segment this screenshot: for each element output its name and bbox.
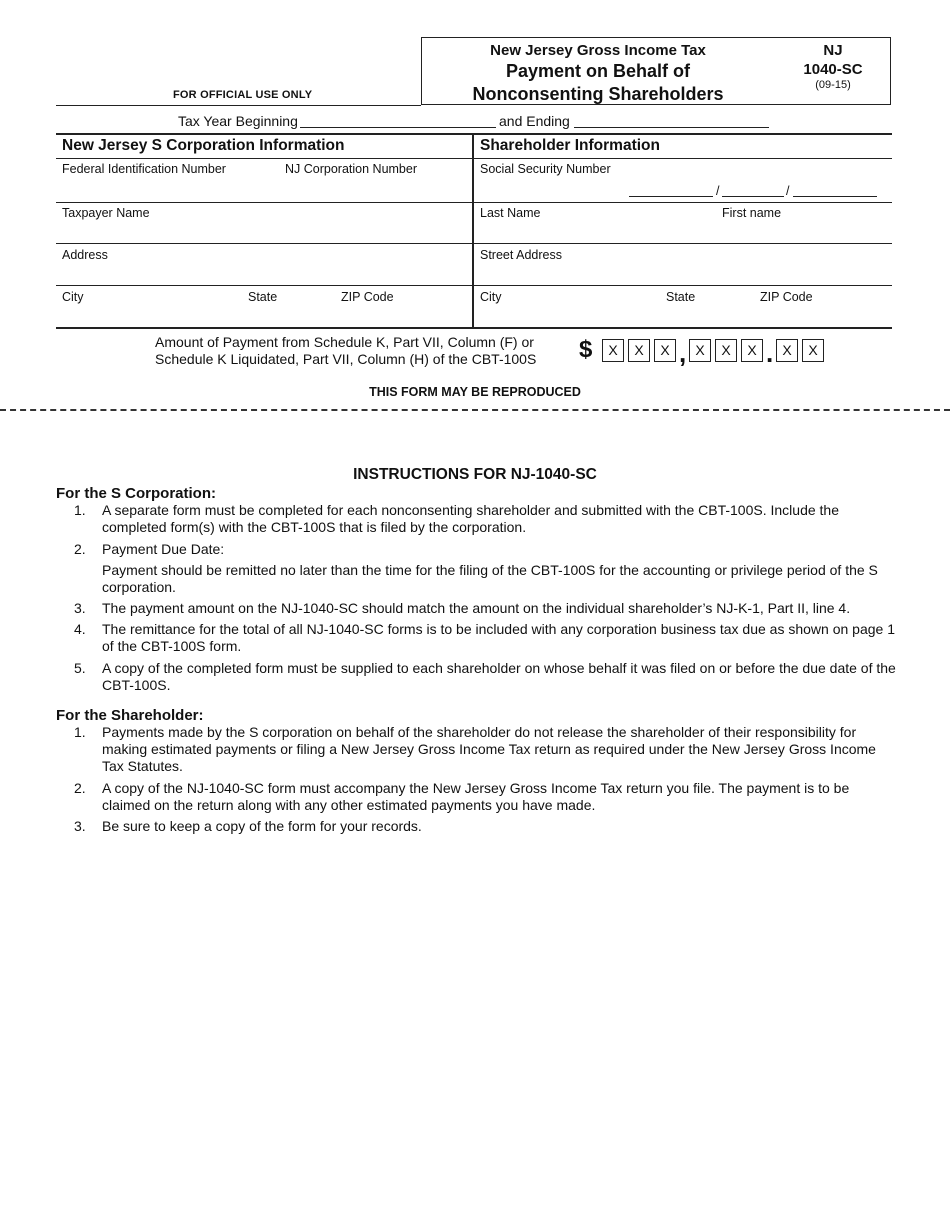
row-rule-2 [56,243,892,244]
first-name-label: First name [722,206,782,220]
list-item-number: 4. [74,621,86,637]
list-item: The remittance for the total of all NJ-1040-SC forms is to be included with any corporation business tax due as shown on page 1 of the CBT-100S form. [102,621,895,654]
list-item: A separate form must be completed for each nonconsenting shareholder and submitted with the CBT-100S. Include the completed form(s) with the CBT-100S that is filed by the corporation. [102,502,839,535]
amount-digit-box[interactable]: X [628,339,650,362]
corp-address-label: Address [62,248,108,262]
list-item: Be sure to keep a copy of the form for your records. [102,818,422,834]
dollar-sign: $ [579,336,593,363]
row-rule-1 [56,202,892,203]
list-item: Payment should be remitted no later than the time for the filing of the CBT-100S for the accounting or privilege period of the S corporation. [102,562,878,595]
instructions-title: INSTRUCTIONS FOR NJ-1040-SC [353,466,597,483]
ssn-field-part1[interactable] [629,196,713,197]
fein-label: Federal Identification Number [62,162,226,176]
header-rule [56,105,421,106]
corp-zip-label: ZIP Code [341,290,394,304]
list-item: Payments made by the S corporation on behalf of the shareholder do not release the shareholder of their responsibility for making estimated payments or filing a New Jersey Gross Income Tax return as required under the New Jersey Gross Income Tax Statutes. [102,724,876,774]
form-title-line1: New Jersey Gross Income Tax [490,42,706,59]
list-item-number: 3. [74,818,86,834]
payment-line2: Schedule K Liquidated, Part VII, Column (H) of the CBT-100S [155,351,537,367]
payment-amount-description [155,334,536,368]
corp-instructions-heading: For the S Corporation: [56,485,216,502]
amount-digit-box[interactable]: X [689,339,711,362]
shareholder-state-label: State [666,290,696,304]
corp-info-heading: New Jersey S Corporation Information [62,137,345,154]
official-use-label: FOR OFFICIAL USE ONLY [173,89,313,101]
tax-year-ending-label: and Ending [499,113,570,129]
shareholder-info-heading: Shareholder Information [480,137,660,154]
form-title-line3: Nonconsenting Shareholders [472,84,724,104]
ssn-field-part2[interactable] [722,196,784,197]
form-title-box [421,37,891,105]
form-number: 1040-SC [803,61,863,78]
shareholder-zip-label: ZIP Code [760,290,813,304]
reproduce-note: THIS FORM MAY BE REPRODUCED [369,385,581,399]
list-item: A copy of the completed form must be supplied to each shareholder on whose behalf it was filed on or before the due date of the CBT-100S. [102,660,896,693]
amount-digit-box[interactable]: X [602,339,624,362]
list-item: A copy of the NJ-1040-SC form must accompany the New Jersey Gross Income Tax return you file. The payment is to be claimed on the return along with any other estimated payments you have made. [102,780,850,813]
amount-digit-box[interactable]: X [802,339,824,362]
ssn-separator-1: / [716,184,720,198]
amount-digit-box[interactable]: X [715,339,737,362]
shareholder-city-label: City [480,290,502,304]
amount-digit-box[interactable]: X [654,339,676,362]
list-item-number: 3. [74,600,86,616]
amount-digit-box[interactable]: X [741,339,763,362]
ssn-label: Social Security Number [480,162,611,176]
list-item-number: 5. [74,660,86,676]
taxpayer-name-label: Taxpayer Name [62,206,150,220]
tax-year-beginning-label: Tax Year Beginning [178,113,298,129]
list-item-number: 1. [74,724,86,740]
tax-year-beginning-field[interactable] [300,127,496,128]
heading-rule [56,158,892,159]
ssn-separator-2: / [786,184,790,198]
street-address-label: Street Address [480,248,562,262]
list-item: The payment amount on the NJ-1040-SC should match the amount on the individual shareholder’s NJ-K-1, Part II, line 4. [102,600,851,616]
thousands-separator: , [679,338,687,368]
tax-year-ending-field[interactable] [574,127,769,128]
form-state: NJ [823,42,843,59]
corp-state-label: State [248,290,278,304]
nj-corp-number-label: NJ Corporation Number [285,162,417,176]
list-item-number: 1. [74,502,86,518]
row-rule-3 [56,285,892,286]
form-revision: (09-15) [815,79,851,91]
corp-city-label: City [62,290,84,304]
form-title-line2: Payment on Behalf of [505,61,691,81]
shareholder-instructions-heading: For the Shareholder: [56,707,204,724]
cut-line [0,409,950,411]
amount-digit-box[interactable]: X [776,339,798,362]
list-item: Payment Due Date: [102,541,225,557]
list-item-number: 2. [74,541,86,557]
section-bottom-rule [56,327,892,329]
ssn-field-part3[interactable] [793,196,877,197]
decimal-separator: . [766,338,774,368]
payment-line1: Amount of Payment from Schedule K, Part VII, Column (F) or [155,334,534,350]
list-item-number: 2. [74,780,86,796]
last-name-label: Last Name [480,206,541,220]
section-divider [472,133,474,328]
section-top-rule [56,133,892,135]
